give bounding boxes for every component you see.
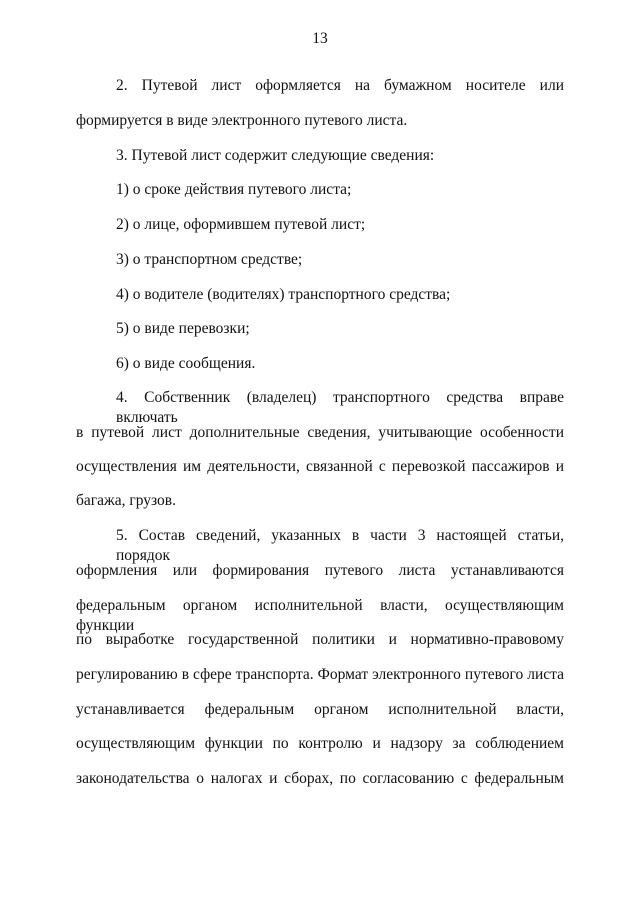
text-line: багажа, грузов. — [76, 492, 176, 509]
text-line: федеральным органом исполнительной власти, осуществляющим функции — [76, 597, 564, 634]
text-line: 5) о виде перевозки; — [116, 320, 250, 337]
text-line: устанавливается федеральным органом исполнительной власти, — [76, 701, 564, 718]
text-line: законодательства о налогах и сборах, по согласованию с федеральным — [76, 770, 564, 787]
text-line: 3. Путевой лист содержит следующие сведения: — [116, 147, 435, 164]
text-line: регулированию в сфере транспорта. Формат электронного путевого листа — [76, 666, 564, 683]
text-line: формируется в виде электронного путевого листа. — [76, 112, 408, 129]
text-line: осуществляющим функции по контролю и надзору за соблюдением — [76, 735, 564, 752]
text-line: 1) о сроке действия путевого листа; — [116, 181, 352, 198]
text-line: осуществления им деятельности, связанной с перевозкой пассажиров и — [76, 458, 564, 475]
text-line: 2) о лице, оформившем путевой лист; — [116, 216, 366, 233]
text-line: по выработке государственной политики и нормативно-правовому — [76, 631, 564, 648]
text-line: 6) о виде сообщения. — [116, 355, 256, 372]
text-line: 2. Путевой лист оформляется на бумажном носителе или — [116, 77, 564, 94]
text-line: 4. Собственник (владелец) транспортного средства вправе включать — [116, 389, 564, 426]
text-line: 3) о транспортном средстве; — [116, 251, 303, 268]
text-line: в путевой лист дополнительные сведения, учитывающие особенности — [76, 424, 564, 441]
text-line: 4) о водителе (водителях) транспортного средства; — [116, 286, 451, 303]
text-line: 5. Состав сведений, указанных в части 3 настоящей статьи, порядок — [116, 527, 564, 564]
page-number: 13 — [312, 30, 328, 47]
text-line: оформления или формирования путевого листа устанавливаются — [76, 562, 564, 579]
